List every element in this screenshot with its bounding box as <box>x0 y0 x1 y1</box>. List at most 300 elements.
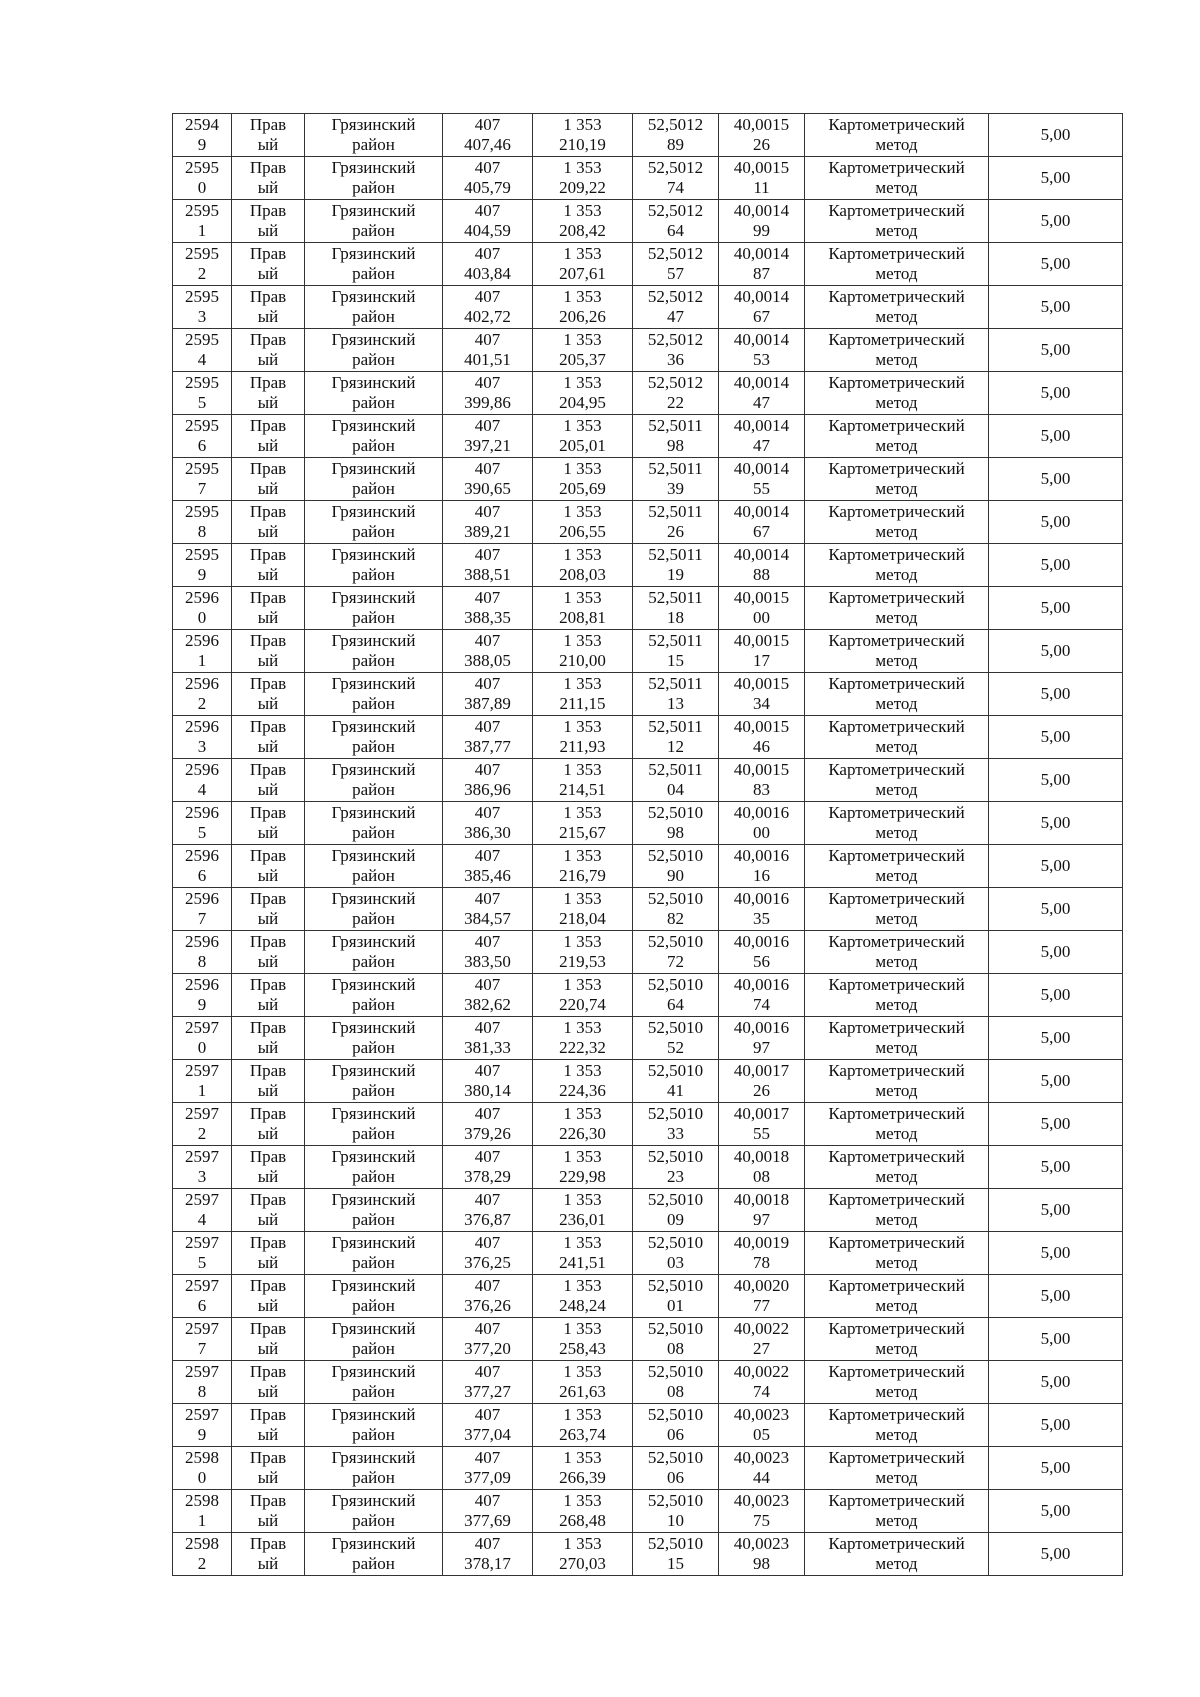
cell-text: 5,00 <box>1040 383 1071 402</box>
cell-text: Картометрический метод <box>828 1018 965 1057</box>
y-coordinate-cell <box>533 1189 633 1232</box>
cell-text: 5,00 <box>1040 770 1071 789</box>
point-number-cell <box>173 1232 232 1275</box>
district-cell <box>305 1533 443 1576</box>
y-coordinate-cell <box>533 1404 633 1447</box>
cell-text: 52,5012 22 <box>647 373 704 412</box>
point-number-cell <box>173 1275 232 1318</box>
cell-text: Прав ый <box>249 502 287 541</box>
cell-text: 52,5012 57 <box>647 244 704 283</box>
cell-text: Прав ый <box>249 1276 287 1315</box>
cell-text: Картометрический метод <box>828 287 965 326</box>
latitude-cell <box>633 630 719 673</box>
cell-text: 1 353 211,15 <box>559 674 606 713</box>
x-coordinate-cell <box>443 1318 533 1361</box>
x-coordinate-cell <box>443 931 533 974</box>
cell-text: 407 399,86 <box>464 373 511 412</box>
cell-text: 5,00 <box>1040 1501 1071 1520</box>
method-cell <box>805 286 989 329</box>
cell-text: 40,0016 74 <box>733 975 790 1014</box>
y-coordinate-cell <box>533 544 633 587</box>
cell-text: 2596 7 <box>185 889 219 928</box>
cell-text: 52,5012 47 <box>647 287 704 326</box>
cell-text: Прав ый <box>249 1405 287 1444</box>
cell-text: Грязинский район <box>331 1061 416 1100</box>
cell-text: 1 353 208,03 <box>559 545 606 584</box>
cell-text: 407 402,72 <box>464 287 511 326</box>
cell-text: 52,5010 23 <box>647 1147 704 1186</box>
method-cell <box>805 243 989 286</box>
cell-text: 5,00 <box>1040 1415 1071 1434</box>
y-coordinate-cell <box>533 974 633 1017</box>
cell-text: Картометрический метод <box>828 932 965 971</box>
table-row <box>173 1189 1123 1232</box>
table-row <box>173 716 1123 759</box>
x-coordinate-cell <box>443 458 533 501</box>
method-cell <box>805 1318 989 1361</box>
cell-text: Прав ый <box>249 1534 287 1573</box>
accuracy-cell <box>989 759 1123 802</box>
cell-text: 40,0014 67 <box>733 287 790 326</box>
y-coordinate-cell <box>533 1232 633 1275</box>
cell-text: 5,00 <box>1040 1157 1071 1176</box>
cell-text: Грязинский район <box>331 1491 416 1530</box>
table-row <box>173 544 1123 587</box>
longitude-cell <box>719 759 805 802</box>
cell-text: 52,5010 06 <box>647 1448 704 1487</box>
cell-text: 40,0014 53 <box>733 330 790 369</box>
latitude-cell <box>633 759 719 802</box>
cell-text: 407 385,46 <box>464 846 511 885</box>
cell-text: 407 388,35 <box>464 588 511 627</box>
cell-text: 2596 9 <box>185 975 219 1014</box>
cell-text: Прав ый <box>249 932 287 971</box>
method-cell <box>805 1404 989 1447</box>
point-number-cell <box>173 630 232 673</box>
point-number-cell <box>173 802 232 845</box>
latitude-cell <box>633 1146 719 1189</box>
x-coordinate-cell <box>443 372 533 415</box>
cell-text: 407 377,27 <box>464 1362 511 1401</box>
district-cell <box>305 1490 443 1533</box>
longitude-cell <box>719 1361 805 1404</box>
latitude-cell <box>633 458 719 501</box>
longitude-cell <box>719 1017 805 1060</box>
cell-text: 407 377,69 <box>464 1491 511 1530</box>
cell-text: 2594 9 <box>185 115 219 154</box>
longitude-cell <box>719 1447 805 1490</box>
cell-text: 407 376,26 <box>464 1276 511 1315</box>
table-row <box>173 974 1123 1017</box>
cell-text: 52,5010 09 <box>647 1190 704 1229</box>
cell-text: 5,00 <box>1040 1200 1071 1219</box>
cell-text: Прав ый <box>249 588 287 627</box>
latitude-cell <box>633 1447 719 1490</box>
accuracy-cell <box>989 243 1123 286</box>
cell-text: 2595 2 <box>185 244 219 283</box>
point-number-cell <box>173 501 232 544</box>
cell-text: 5,00 <box>1040 254 1071 273</box>
bank-cell <box>232 501 305 544</box>
point-number-cell <box>173 114 232 157</box>
point-number-cell <box>173 286 232 329</box>
cell-text: Картометрический метод <box>828 416 965 455</box>
bank-cell <box>232 157 305 200</box>
cell-text: 2597 3 <box>185 1147 219 1186</box>
cell-text: 407 397,21 <box>464 416 511 455</box>
cell-text: 40,0014 47 <box>733 416 790 455</box>
cell-text: 2596 1 <box>185 631 219 670</box>
accuracy-cell <box>989 1490 1123 1533</box>
cell-text: 5,00 <box>1040 1243 1071 1262</box>
cell-text: 407 386,96 <box>464 760 511 799</box>
point-number-cell <box>173 1017 232 1060</box>
method-cell <box>805 974 989 1017</box>
cell-text: 52,5010 64 <box>647 975 704 1014</box>
cell-text: 2596 2 <box>185 674 219 713</box>
accuracy-cell <box>989 931 1123 974</box>
cell-text: Прав ый <box>249 1491 287 1530</box>
bank-cell <box>232 458 305 501</box>
method-cell <box>805 1060 989 1103</box>
district-cell <box>305 1103 443 1146</box>
y-coordinate-cell <box>533 1318 633 1361</box>
bank-cell <box>232 1447 305 1490</box>
cell-text: 1 353 261,63 <box>559 1362 606 1401</box>
cell-text: 1 353 266,39 <box>559 1448 606 1487</box>
method-cell <box>805 845 989 888</box>
bank-cell <box>232 200 305 243</box>
cell-text: Грязинский район <box>331 502 416 541</box>
cell-text: 1 353 205,69 <box>559 459 606 498</box>
cell-text: 2596 3 <box>185 717 219 756</box>
cell-text: 5,00 <box>1040 426 1071 445</box>
cell-text: 52,5010 15 <box>647 1534 704 1573</box>
cell-text: 1 353 219,53 <box>559 932 606 971</box>
table-row <box>173 501 1123 544</box>
latitude-cell <box>633 1232 719 1275</box>
x-coordinate-cell <box>443 587 533 630</box>
cell-text: 5,00 <box>1040 856 1071 875</box>
method-cell <box>805 415 989 458</box>
longitude-cell <box>719 1404 805 1447</box>
accuracy-cell <box>989 1361 1123 1404</box>
x-coordinate-cell <box>443 802 533 845</box>
bank-cell <box>232 1490 305 1533</box>
latitude-cell <box>633 1060 719 1103</box>
cell-text: 52,5012 64 <box>647 201 704 240</box>
method-cell <box>805 1232 989 1275</box>
cell-text: 1 353 224,36 <box>559 1061 606 1100</box>
cell-text: 40,0017 55 <box>733 1104 790 1143</box>
cell-text: 40,0022 27 <box>733 1319 790 1358</box>
district-cell <box>305 114 443 157</box>
x-coordinate-cell <box>443 1490 533 1533</box>
district-cell <box>305 759 443 802</box>
cell-text: 407 380,14 <box>464 1061 511 1100</box>
cell-text: 407 387,89 <box>464 674 511 713</box>
point-number-cell <box>173 415 232 458</box>
cell-text: Прав ый <box>249 244 287 283</box>
cell-text: Грязинский район <box>331 158 416 197</box>
y-coordinate-cell <box>533 372 633 415</box>
cell-text: 52,5011 98 <box>648 416 703 455</box>
cell-text: Картометрический метод <box>828 631 965 670</box>
cell-text: Прав ый <box>249 1233 287 1272</box>
method-cell <box>805 673 989 716</box>
cell-text: Прав ый <box>249 416 287 455</box>
cell-text: Грязинский район <box>331 115 416 154</box>
cell-text: 52,5010 98 <box>647 803 704 842</box>
method-cell <box>805 1361 989 1404</box>
point-number-cell <box>173 243 232 286</box>
accuracy-cell <box>989 458 1123 501</box>
accuracy-cell <box>989 1447 1123 1490</box>
table-row <box>173 673 1123 716</box>
accuracy-cell <box>989 587 1123 630</box>
cell-text: Грязинский район <box>331 545 416 584</box>
cell-text: Грязинский район <box>331 244 416 283</box>
accuracy-cell <box>989 1318 1123 1361</box>
bank-cell <box>232 329 305 372</box>
cell-text: 407 377,09 <box>464 1448 511 1487</box>
cell-text: 407 388,51 <box>464 545 511 584</box>
cell-text: 2595 4 <box>185 330 219 369</box>
cell-text: Прав ый <box>249 1362 287 1401</box>
latitude-cell <box>633 587 719 630</box>
cell-text: Картометрический метод <box>828 1190 965 1229</box>
district-cell <box>305 630 443 673</box>
y-coordinate-cell <box>533 286 633 329</box>
longitude-cell <box>719 157 805 200</box>
point-number-cell <box>173 1103 232 1146</box>
cell-text: 40,0015 26 <box>733 115 790 154</box>
latitude-cell <box>633 114 719 157</box>
cell-text: Прав ый <box>249 803 287 842</box>
cell-text: Прав ый <box>249 158 287 197</box>
table-row <box>173 372 1123 415</box>
cell-text: 40,0014 47 <box>733 373 790 412</box>
longitude-cell <box>719 587 805 630</box>
cell-text: Грязинский район <box>331 459 416 498</box>
cell-text: 1 353 210,00 <box>559 631 606 670</box>
cell-text: 1 353 209,22 <box>559 158 606 197</box>
accuracy-cell <box>989 1232 1123 1275</box>
cell-text: 52,5011 26 <box>648 502 703 541</box>
point-number-cell <box>173 759 232 802</box>
table-row <box>173 1404 1123 1447</box>
cell-text: 40,0018 97 <box>733 1190 790 1229</box>
longitude-cell <box>719 1189 805 1232</box>
cell-text: Прав ый <box>249 1319 287 1358</box>
district-cell <box>305 200 443 243</box>
latitude-cell <box>633 1490 719 1533</box>
latitude-cell <box>633 372 719 415</box>
x-coordinate-cell <box>443 501 533 544</box>
cell-text: Прав ый <box>249 1104 287 1143</box>
method-cell <box>805 157 989 200</box>
cell-text: 1 353 205,37 <box>559 330 606 369</box>
x-coordinate-cell <box>443 1404 533 1447</box>
cell-text: 407 403,84 <box>464 244 511 283</box>
point-number-cell <box>173 458 232 501</box>
method-cell <box>805 544 989 587</box>
cell-text: Прав ый <box>249 631 287 670</box>
cell-text: 1 353 216,79 <box>559 846 606 885</box>
cell-text: Картометрический метод <box>828 1534 965 1573</box>
cell-text: 1 353 258,43 <box>559 1319 606 1358</box>
cell-text: 2595 6 <box>185 416 219 455</box>
accuracy-cell <box>989 888 1123 931</box>
cell-text: Картометрический метод <box>828 545 965 584</box>
longitude-cell <box>719 1232 805 1275</box>
cell-text: 1 353 211,93 <box>559 717 606 756</box>
cell-text: 407 378,17 <box>464 1534 511 1573</box>
accuracy-cell <box>989 157 1123 200</box>
point-number-cell <box>173 157 232 200</box>
district-cell <box>305 544 443 587</box>
cell-text: Картометрический метод <box>828 803 965 842</box>
method-cell <box>805 802 989 845</box>
cell-text: Картометрический метод <box>828 502 965 541</box>
cell-text: 40,0015 17 <box>733 631 790 670</box>
district-cell <box>305 1447 443 1490</box>
cell-text: 52,5012 89 <box>647 115 704 154</box>
latitude-cell <box>633 716 719 759</box>
x-coordinate-cell <box>443 1447 533 1490</box>
y-coordinate-cell <box>533 759 633 802</box>
x-coordinate-cell <box>443 329 533 372</box>
cell-text: Прав ый <box>249 545 287 584</box>
district-cell <box>305 587 443 630</box>
table-row <box>173 1275 1123 1318</box>
cell-text: 40,0016 00 <box>733 803 790 842</box>
table-row <box>173 845 1123 888</box>
cell-text: 5,00 <box>1040 899 1071 918</box>
latitude-cell <box>633 544 719 587</box>
cell-text: Грязинский район <box>331 1405 416 1444</box>
x-coordinate-cell <box>443 845 533 888</box>
cell-text: 52,5010 33 <box>647 1104 704 1143</box>
cell-text: 40,0020 77 <box>733 1276 790 1315</box>
cell-text: 1 353 229,98 <box>559 1147 606 1186</box>
cell-text: Прав ый <box>249 330 287 369</box>
table-row <box>173 200 1123 243</box>
accuracy-cell <box>989 1275 1123 1318</box>
latitude-cell <box>633 329 719 372</box>
cell-text: 2596 6 <box>185 846 219 885</box>
latitude-cell <box>633 931 719 974</box>
point-number-cell <box>173 587 232 630</box>
bank-cell <box>232 544 305 587</box>
latitude-cell <box>633 1361 719 1404</box>
method-cell <box>805 200 989 243</box>
cell-text: 40,0016 16 <box>733 846 790 885</box>
y-coordinate-cell <box>533 329 633 372</box>
x-coordinate-cell <box>443 759 533 802</box>
cell-text: 1 353 207,61 <box>559 244 606 283</box>
cell-text: 5,00 <box>1040 340 1071 359</box>
method-cell <box>805 1189 989 1232</box>
x-coordinate-cell <box>443 1103 533 1146</box>
x-coordinate-cell <box>443 716 533 759</box>
cell-text: Грязинский район <box>331 846 416 885</box>
cell-text: 407 384,57 <box>464 889 511 928</box>
latitude-cell <box>633 1189 719 1232</box>
x-coordinate-cell <box>443 888 533 931</box>
coordinates-table <box>172 113 1123 1576</box>
district-cell <box>305 157 443 200</box>
x-coordinate-cell <box>443 1533 533 1576</box>
x-coordinate-cell <box>443 1189 533 1232</box>
accuracy-cell <box>989 544 1123 587</box>
x-coordinate-cell <box>443 415 533 458</box>
cell-text: 40,0014 99 <box>733 201 790 240</box>
longitude-cell <box>719 372 805 415</box>
accuracy-cell <box>989 716 1123 759</box>
cell-text: 5,00 <box>1040 985 1071 1004</box>
cell-text: Грязинский район <box>331 674 416 713</box>
bank-cell <box>232 1103 305 1146</box>
point-number-cell <box>173 200 232 243</box>
cell-text: 5,00 <box>1040 1286 1071 1305</box>
district-cell <box>305 1017 443 1060</box>
y-coordinate-cell <box>533 1060 633 1103</box>
district-cell <box>305 845 443 888</box>
y-coordinate-cell <box>533 501 633 544</box>
cell-text: 407 401,51 <box>464 330 511 369</box>
cell-text: Грязинский район <box>331 717 416 756</box>
bank-cell <box>232 974 305 1017</box>
cell-text: 2597 0 <box>185 1018 219 1057</box>
cell-text: 5,00 <box>1040 727 1071 746</box>
cell-text: 1 353 222,32 <box>559 1018 606 1057</box>
cell-text: Грязинский район <box>331 330 416 369</box>
longitude-cell <box>719 200 805 243</box>
cell-text: 40,0016 35 <box>733 889 790 928</box>
table-row <box>173 1490 1123 1533</box>
cell-text: Картометрический метод <box>828 115 965 154</box>
cell-text: 2597 5 <box>185 1233 219 1272</box>
latitude-cell <box>633 802 719 845</box>
cell-text: 52,5010 03 <box>647 1233 704 1272</box>
bank-cell <box>232 587 305 630</box>
cell-text: 2595 3 <box>185 287 219 326</box>
longitude-cell <box>719 974 805 1017</box>
table-row <box>173 157 1123 200</box>
cell-text: 1 353 206,26 <box>559 287 606 326</box>
point-number-cell <box>173 1361 232 1404</box>
cell-text: 5,00 <box>1040 1329 1071 1348</box>
accuracy-cell <box>989 329 1123 372</box>
cell-text: 1 353 215,67 <box>559 803 606 842</box>
latitude-cell <box>633 1318 719 1361</box>
method-cell <box>805 587 989 630</box>
latitude-cell <box>633 1404 719 1447</box>
district-cell <box>305 415 443 458</box>
bank-cell <box>232 1361 305 1404</box>
cell-text: 1 353 210,19 <box>559 115 606 154</box>
cell-text: 5,00 <box>1040 555 1071 574</box>
cell-text: 1 353 205,01 <box>559 416 606 455</box>
bank-cell <box>232 415 305 458</box>
x-coordinate-cell <box>443 1146 533 1189</box>
y-coordinate-cell <box>533 114 633 157</box>
bank-cell <box>232 759 305 802</box>
bank-cell <box>232 1533 305 1576</box>
cell-text: Картометрический метод <box>828 975 965 1014</box>
cell-text: 2595 5 <box>185 373 219 412</box>
